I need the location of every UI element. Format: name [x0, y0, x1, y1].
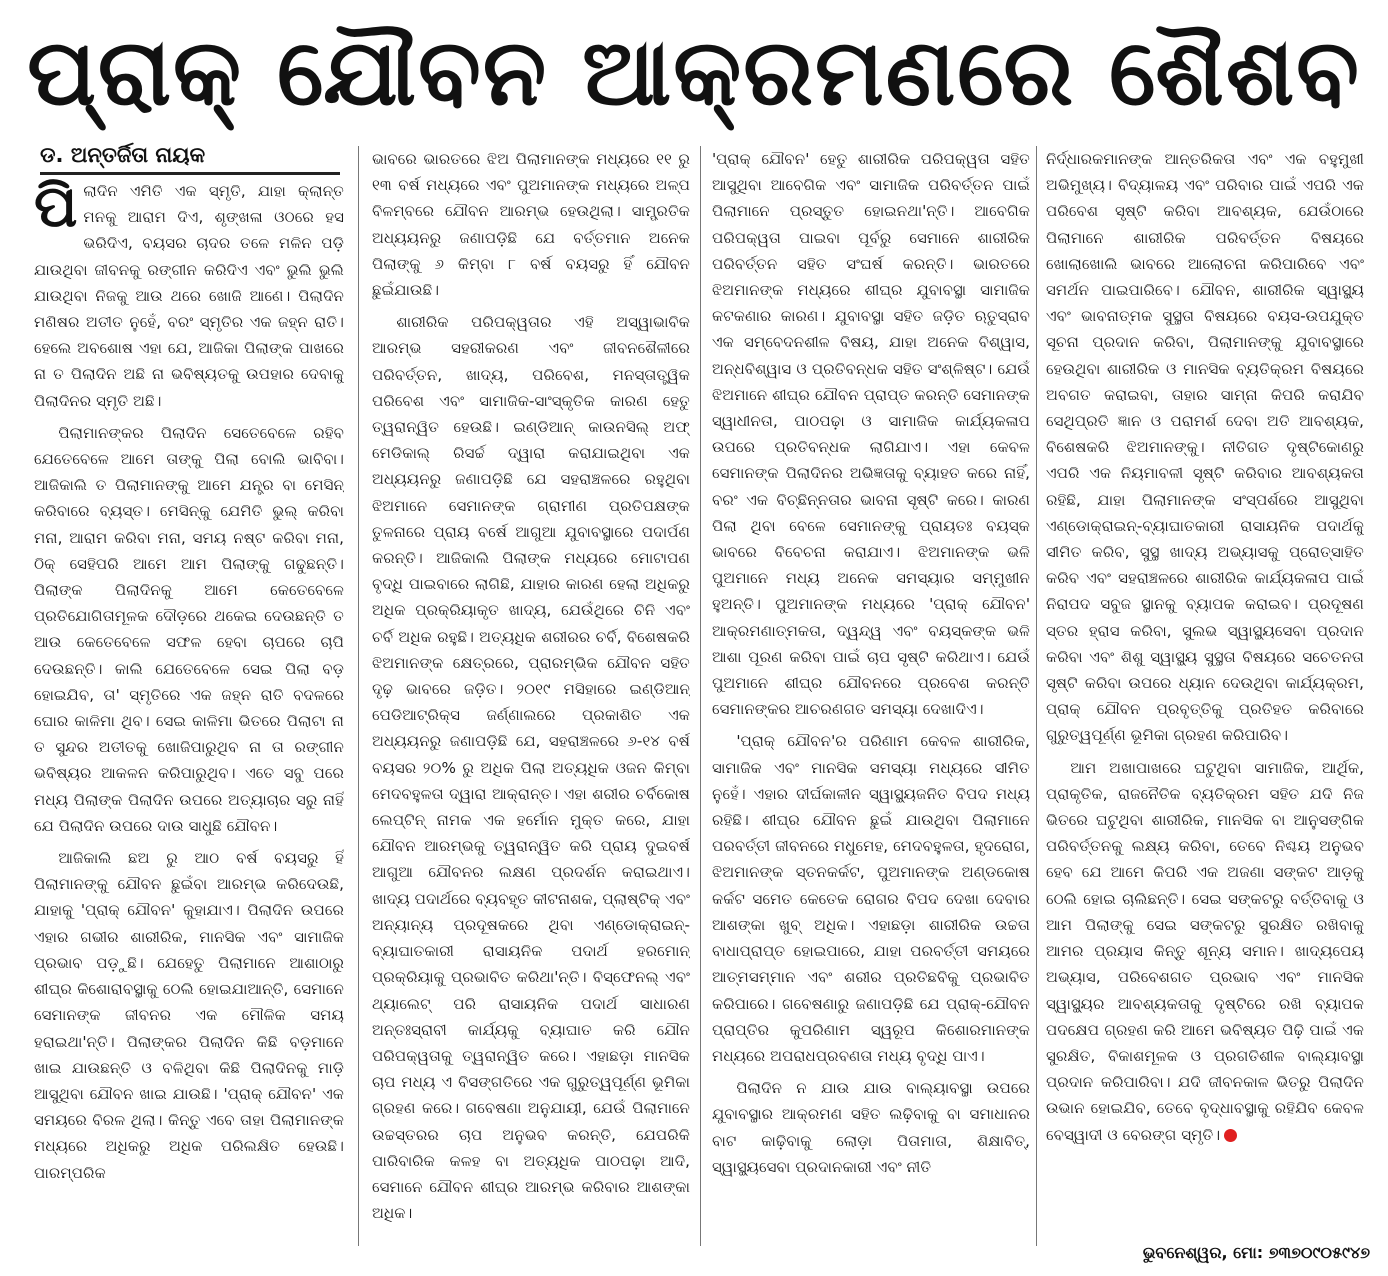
article-column-4	[1046, 146, 1364, 1238]
column-divider	[358, 146, 359, 1246]
end-mark-dot	[1224, 1129, 1237, 1142]
paragraph	[34, 178, 344, 414]
column-divider	[700, 146, 701, 1246]
paragraph: ଆଜିକାଲି ଛଅ ରୁ ଆଠ ବର୍ଷ ବୟସରୁ ହିଁ ପିଲାମାନଙ୍କୁ ଯୌବନ ଛୁଇଁବା ଆରମ୍ଭ କରିଦେଉଛି, ଯାହାକୁ 'ପ୍ରାକ୍ ଯୌବନ' କୁହାଯାଏ। ପିଲାଦିନ ଉପରେ ଏହାର ଗଭୀର ଶାରୀରିକ, ମାନସିକ ଏବଂ ସାମାଜିକ ପ୍ରଭାବ ପଡ଼ୁଛି। ଯେହେତୁ ପିଲାମାନେ ଆଶାଠାରୁ ଶୀଘ୍ର କିଶୋରାବସ୍ଥାକୁ ଠେଲି ହୋଇଯାଆନ୍ତି, ସେମାନେ ସେମାନଙ୍କ ଜୀବନର ଏକ ମୌଳିକ ସମୟ ହରାଇଥା'ନ୍ତି। ପିଲାଙ୍କର ପିଲାଦିନ କିଛି ବଡ଼ମାନେ ଖାଇ ଯାଉଛନ୍ତି ଓ ବଳିଥିବା କିଛି ପିଲାଦିନକୁ ମାଡ଼ି ଆସୁଥିବା ଯୌବନ ଖାଇ ଯାଉଛି। 'ପ୍ରାକ୍ ଯୌବନ' ଏକ ସମୟରେ ବିରଳ ଥିଲା। କିନ୍ତୁ ଏବେ ତାହା ପିଲାମାନଙ୍କ ମଧ୍ୟରେ ଅଧିକରୁ ଅଧିକ ପରିଲକ୍ଷିତ ହେଉଛି। ପାରମ୍ପରିକ	[34, 849, 344, 1182]
paragraph: ପିଲାଦିନ ନ ଯାଉ ଯାଉ ବାଲ୍ୟାବସ୍ଥା ଉପରେ ଯୁବାବସ୍ଥାର ଆକ୍ରମଣ ସହିତ ଲଢ଼ିବାକୁ ବା ସମାଧାନର ବାଟ କାଢ଼ିବାକୁ ଲୋଡ଼ା ପିତାମାତା, ଶିକ୍ଷାବିତ୍, ସ୍ୱାସ୍ଥ୍ୟସେବା ପ୍ରଦାନକାରୀ ଏବଂ ନୀତି	[712, 1079, 1030, 1176]
author-signoff: ଭୁବନେଶ୍ୱର, ମୋ: ୭୩୭୦୯୦୫୯୪୭	[1142, 1243, 1370, 1262]
paragraph: ପିଲାମାନଙ୍କର ପିଲାଦିନ ସେତେବେଳେ ରହିବ ଯେତେବେଳେ ଆମେ ତାଙ୍କୁ ପିଲା ବୋଲି ଭାବିବା। ଆଜିକାଲି ତ ପିଲାମାନଙ୍କୁ ଆମେ ଯନ୍ତ୍ର ବା ମେସିନ୍ କରିବାରେ ବ୍ୟସ୍ତ। ମେସିନ୍‌କୁ ଯେମିତି ଭୁଲ୍ କରିବା ମନା, ଆରାମ କରିବା ମନା, ସମୟ ନଷ୍ଟ କରିବା ମନା, ଠିକ୍ ସେହିପରି ଆମେ ଆମ ପିଲାଙ୍କୁ ଗଢୁଛନ୍ତି। ପିଲାଙ୍କ ପିଲାଦିନକୁ ଆମେ କେତେବେଳେ ପ୍ରତିଯୋଗିତାମୂଳକ ଦୌଡ଼ରେ ଥକେଇ ଦେଉଛନ୍ତି ତ ଆଉ କେତେବେଳେ ସଫଳ ହେବା ଚାପରେ ଚାପି ଦେଉଛନ୍ତି। କାଲି ଯେତେବେଳେ ସେଇ ପିଲା ବଡ଼ ହୋଇଯିବ, ତା' ସ୍ମୃତିରେ ଏକ ଜହ୍ନ ରାତି ବଦଳରେ ଘୋର କାଳିମା ଥିବ। ସେଇ କାଳିମା ଭିତରେ ପିଲାଟା ନା ତ ସୁନ୍ଦର ଅତୀତକୁ ଖୋଜିପାରୁଥିବ ନା ତା ରଙ୍ଗୀନ ଭବିଷ୍ୟର ଆକଳନ କରିପାରୁଥିବ। ଏତେ ସବୁ ପରେ ମଧ୍ୟ ପିଲାଙ୍କ ପିଲାଦିନ ଉପରେ ଅତ୍ୟାଚାର ସରୁ ନାହିଁ ଯେ ପିଲାଦିନ ଉପରେ ଦାଉ ସାଧୁଛି ଯୌବନ।	[34, 423, 344, 835]
drop-cap: ପି	[34, 178, 78, 240]
byline: ଡ. ଅନ୍ତର୍ଜିତା ନାୟକ	[40, 140, 340, 175]
paragraph: ଭାବରେ ଭାରତରେ ଝିଅ ପିଲାମାନଙ୍କ ମଧ୍ୟରେ ୧୧ ରୁ ୧୩ ବର୍ଷ ମଧ୍ୟରେ ଏବଂ ପୁଅମାନଙ୍କ ମଧ୍ୟରେ ଅଳ୍ପ ବିଳମ୍ବରେ ଯୌବନ ଆରମ୍ଭ ହେଉଥିଲା। ସାମ୍ପ୍ରତିକ ଅଧ୍ୟୟନରୁ ଜଣାପଡ଼ିଛି ଯେ ବର୍ତ୍ତମାନ ଅନେକ ପିଲାଙ୍କୁ ୬ କିମ୍ବା ୮ ବର୍ଷ ବୟସରୁ ହିଁ ଯୌବନ ଛୁଇଁଯାଉଛି।	[372, 150, 690, 300]
article-column-3	[712, 146, 1030, 1256]
paragraph	[1046, 755, 1364, 1148]
paragraph-text: ଆମ ଅଖାପାଖରେ ଘଟୁଥିବା ସାମାଜିକ, ଆର୍ଥିକ, ପ୍ରାକୃତିକ, ରାଜନୈତିକ ବ୍ୟତିକ୍ରମ ସହିତ ଯଦି ନିଜ ଭିତରେ ଘଟୁଥିବା ଶାରୀରିକ, ମାନସିକ ବା ଆନୁସଙ୍ଗିକ ପରିବର୍ତ୍ତନକୁ ଲକ୍ଷ୍ୟ କରିବା, ତେବେ ନିଶ୍ଚୟ ଅନୁଭବ ହେବ ଯେ ଆମେ କିପରି ଏକ ଅଜଣା ସଙ୍କଟ ଆଡ଼କୁ ଠେଲି ହୋଇ ଚାଲିଛନ୍ତି। ସେଇ ସଙ୍କଟରୁ ବର୍ତ୍ତିବାକୁ ଓ ଆମ ପିଲାଙ୍କୁ ସେଇ ସଙ୍କଟରୁ ସୁରକ୍ଷିତ ରଖିବାକୁ ଆମର ପ୍ରୟାସ କିନ୍ତୁ ଶୂନ୍ୟ ସମାନ। ଖାଦ୍ୟପେୟ ଅଭ୍ୟାସ, ପରିବେଶଗତ ପ୍ରଭାବ ଏବଂ ମାନସିକ ସ୍ୱାସ୍ଥ୍ୟର ଆବଶ୍ୟକତାକୁ ଦୃଷ୍ଟିରେ ରଖି ବ୍ୟାପକ ପଦକ୍ଷେପ ଗ୍ରହଣ କରି ଆମେ ଭବିଷ୍ୟତ ପିଢ଼ି ପାଇଁ ଏକ ସୁରକ୍ଷିତ, ବିକାଶମୂଳକ ଓ ପ୍ରଗତିଶୀଳ ବାଲ୍ୟାବସ୍ଥା ପ୍ରଦାନ କରିପାରିବା। ଯଦି ଜୀବନକାଳ ଭିତରୁ ପିଲାଦିନ ଉଭାନ ହୋଇଯିବ, ତେବେ ବୃଦ୍ଧାବସ୍ଥାକୁ ରହିଯିବ କେବଳ ବେସ୍ୱାଦୀ ଓ ବେରଙ୍ଗ ସ୍ମୃତି।	[1046, 758, 1364, 1144]
paragraph: ଶାରୀରିକ ପରିପକ୍ୱତାର ଏହି ଅସ୍ୱାଭାବିକ ଆରମ୍ଭ ସହରୀକରଣ ଏବଂ ଜୀବନଶୈଳୀରେ ପରିବର୍ତ୍ତନ, ଖାଦ୍ୟ, ପରିବେଶ, ମନସ୍ତାତ୍ତ୍ୱିକ ପରିବେଶ ଏବଂ ସାମାଜିକ-ସାଂସ୍କୃତିକ କାରଣ ହେତୁ ତ୍ୱରାନ୍ୱିତ ହେଉଛି। ଇଣ୍ଡିଆନ୍ କାଉନସିଲ୍ ଅଫ୍ ମେଡିକାଲ୍ ରିସର୍ଚ୍ଚ ଦ୍ୱାରା କରାଯାଇଥିବା ଏକ ଅଧ୍ୟୟନରୁ ଜଣାପଡ଼ିଛି ଯେ ସହରାଞ୍ଚଳରେ ରହୁଥିବା ଝିଅମାନେ ସେମାନଙ୍କ ଗ୍ରାମୀଣ ପ୍ରତିପକ୍ଷଙ୍କ ତୁଳନାରେ ପ୍ରାୟ ବର୍ଷେ ଆଗୁଆ ଯୁବାବସ୍ଥାରେ ପଦାର୍ପଣ କରନ୍ତି। ଆଜିକାଲି ପିଲାଙ୍କ ମଧ୍ୟରେ ମୋଟାପଣ ବୃଦ୍ଧି ପାଇବାରେ ଲାଗିଛି, ଯାହାର କାରଣ ହେଲା ଅଧିକରୁ ଅଧିକ ପ୍ରକ୍ରିୟାକୃତ ଖାଦ୍ୟ, ଯେଉଁଥିରେ ଚିନି ଏବଂ ଚର୍ବି ଅଧିକ ରହୁଛି। ଅତ୍ୟଧିକ ଶରୀରର ଚର୍ବି, ବିଶେଷକରି ଝିଅମାନଙ୍କ କ୍ଷେତ୍ରରେ, ପ୍ରାରମ୍ଭିକ ଯୌବନ ସହିତ ଦୃଢ଼ ଭାବରେ ଜଡ଼ିତ। ୨୦୧୯ ମସିହାରେ ଇଣ୍ଡିଆନ୍ ପେଡିଆଟ୍ରିକ୍ସ ଜର୍ଣ୍ଣାଲରେ ପ୍ରକାଶିତ ଏକ ଅଧ୍ୟୟନରୁ ଜଣାପଡ଼ିଛି ଯେ, ସହରାଞ୍ଚଳରେ ୬-୧୪ ବର୍ଷ ବୟସର ୨୦% ରୁ ଅଧିକ ପିଲା ଅତ୍ୟଧିକ ଓଜନ କିମ୍ବା ମେଦବହୁଳତା ଦ୍ୱାରା ଆକ୍ରାନ୍ତ। ଏହା ଶରୀର ଚର୍ବିକୋଷ ଲେପ୍ଟିନ୍ ନାମକ ଏକ ହର୍ମୋନ ମୁକ୍ତ କରେ, ଯାହା ଯୌବନ ଆରମ୍ଭକୁ ତ୍ୱରାନ୍ୱିତ କରି ପ୍ରାୟ ଦୁଇବର୍ଷ ଆଗୁଆ ଯୌବନର ଲକ୍ଷଣ ପ୍ରଦର୍ଶନ କରାଇଥାଏ। ଖାଦ୍ୟ ପଦାର୍ଥରେ ବ୍ୟବହୃତ କୀଟନାଶକ, ପ୍ଲାଷ୍ଟିକ୍ ଏବଂ ଅନ୍ୟାନ୍ୟ ପ୍ରଦୂଷକରେ ଥିବା ଏଣ୍ଡୋକ୍ରାଇନ୍-ବ୍ୟାଘାତକାରୀ ରାସାୟନିକ ପଦାର୍ଥ ହରମୋନ୍ ପ୍ରକ୍ରିୟାକୁ ପ୍ରଭାବିତ କରିଥା'ନ୍ତି। ବିସ୍ଫେନଲ୍ ଏବଂ ଥ୍ୟାଲେଟ୍ ପରି ରାସାୟନିକ ପଦାର୍ଥ ସାଧାରଣ ଅନ୍ତଃସ୍ରାବୀ କାର୍ଯ୍ୟକୁ ବ୍ୟାଘାତ କରି ଯୌନ ପରିପକ୍ୱତାକୁ ତ୍ୱରାନ୍ୱିତ କରେ। ଏହାଛଡ଼ା ମାନସିକ ଚାପ ମଧ୍ୟ ଏ ବିସଙ୍ଗତିରେ ଏକ ଗୁରୁତ୍ୱପୂର୍ଣ୍ଣ ଭୂମିକା ଗ୍ରହଣ କରେ। ଗବେଷଣା ଅନୁଯାୟୀ, ଯେଉଁ ପିଲାମାନେ ଉଚ୍ଚସ୍ତରର ଚାପ ଅନୁଭବ କରନ୍ତି, ଯେପରିକି ପାରିବାରିକ କଳହ ବା ଅତ୍ୟଧିକ ପାଠପଢ଼ା ଆଦି, ସେମାନେ ଯୌବନ ଶୀଘ୍ର ଆରମ୍ଭ କରିବାର ଆଶଙ୍କା ଅଧିକ।	[372, 313, 690, 1223]
headline: ପ୍ରାକ୍ ଯୌବନ ଆକ୍ରମଣରେ ଶୈଶବ	[27, 19, 1361, 126]
paragraph: ନିର୍ଦ୍ଧାରକମାନଙ୍କ ଆନ୍ତରିକତା ଏବଂ ଏକ ବହୁମୁଖୀ ଅଭିମୁଖ୍ୟ। ବିଦ୍ୟାଳୟ ଏବଂ ପରିବାର ପାଇଁ ଏପରି ଏକ ପରିବେଶ ସୃଷ୍ଟି କରିବା ଆବଶ୍ୟକ, ଯେଉଁଠାରେ ପିଲାମାନେ ଶାରୀରିକ ପରିବର୍ତ୍ତନ ବିଷୟରେ ଖୋଲାଖୋଲି ଭାବରେ ଆଲୋଚନା କରିପାରିବେ ଏବଂ ସମର୍ଥନ ପାଇପାରିବେ। ଯୌବନ, ଶାରୀରିକ ସ୍ୱାସ୍ଥ୍ୟ ଏବଂ ଭାବନାତ୍ମକ ସୁସ୍ଥତା ବିଷୟରେ ବୟସ-ଉପଯୁକ୍ତ ସୂଚନା ପ୍ରଦାନ କରିବା, ପିଲାମାନଙ୍କୁ ଯୁବାବସ୍ଥାରେ ହେଉଥିବା ଶାରୀରିକ ଓ ମାନସିକ ବ୍ୟତିକ୍ରମ ବିଷୟରେ ଅବଗତ କରାଇବା, ତାହାର ସାମ୍ନା କିପରି କରାଯିବ ସେଥିପ୍ରତି ଜ୍ଞାନ ଓ ପରାମର୍ଶ ଦେବା ଅତି ଆବଶ୍ୟକ, ବିଶେଷକରି ଝିଅମାନଙ୍କୁ। ନୀତିଗତ ଦୃଷ୍ଟିକୋଣରୁ ଏପରି ଏକ ନିୟମାବଳୀ ସୃଷ୍ଟି କରିବାର ଆବଶ୍ୟକତା ରହିଛି, ଯାହା ପିଲାମାନଙ୍କ ସଂସ୍ପର୍ଶରେ ଆସୁଥିବା ଏଣ୍ଡୋକ୍ରାଇନ୍-ବ୍ୟାଘାତକାରୀ ରାସାୟନିକ ପଦାର୍ଥକୁ ସୀମିତ କରିବ, ସୁସ୍ଥ ଖାଦ୍ୟ ଅଭ୍ୟାସକୁ ପ୍ରୋତ୍ସାହିତ କରିବ ଏବଂ ସହରାଞ୍ଚଳରେ ଶାରୀରିକ କାର୍ଯ୍ୟକଳାପ ପାଇଁ ନିରାପଦ ସବୁଜ ସ୍ଥାନକୁ ବ୍ୟାପକ କରାଇବ। ପ୍ରଦୂଷଣ ସ୍ତର ହ୍ରାସ କରିବା, ସୁଲଭ ସ୍ୱାସ୍ଥ୍ୟସେବା ପ୍ରଦାନ କରିବା ଏବଂ ଶିଶୁ ସ୍ୱାସ୍ଥ୍ୟ ସୁସ୍ଥତା ବିଷୟରେ ସଚେତନତା ସୃଷ୍ଟି କରିବା ଉପରେ ଧ୍ୟାନ ଦେଉଥିବା କାର୍ଯ୍ୟକ୍ରମ, ପ୍ରାକ୍ ଯୌବନ ପ୍ରବୃତ୍ତିକୁ ପ୍ରତିହତ କରିବାରେ ଗୁରୁତ୍ୱପୂର୍ଣ୍ଣ ଭୂମିକା ଗ୍ରହଣ କରିପାରିବ।	[1046, 150, 1364, 745]
paragraph: 'ପ୍ରାକ୍ ଯୌବନ' ହେତୁ ଶାରୀରିକ ପରିପକ୍ୱତା ସହିତ ଆସୁଥିବା ଆବେଗିକ ଏବଂ ସାମାଜିକ ପରିବର୍ତ୍ତନ ପାଇଁ ପିଲାମାନେ ପ୍ରସ୍ତୁତ ହୋଇନଥା'ନ୍ତି। ଆବେଗିକ ପରିପକ୍ୱତା ପାଇବା ପୂର୍ବରୁ ସେମାନେ ଶାରୀରିକ ପରିବର୍ତ୍ତନ ସହିତ ସଂଘର୍ଷ କରନ୍ତି। ଭାରତରେ ଝିଅମାନଙ୍କ ମଧ୍ୟରେ ଶୀଘ୍ର ଯୁବାବସ୍ଥା ସାମାଜିକ କଟକଣାର କାରଣ। ଯୁବାବସ୍ଥା ସହିତ ଜଡ଼ିତ ଋତୁସ୍ରାବ ଏକ ସମ୍ବେଦନଶୀଳ ବିଷୟ, ଯାହା ଅନେକ ବିଶ୍ୱାସ, ଅନ୍ଧବିଶ୍ୱାସ ଓ ପ୍ରତିବନ୍ଧକ ସହିତ ସଂଶ୍ଳିଷ୍ଟ। ଯେଉଁ ଝିଅମାନେ ଶୀଘ୍ର ଯୌବନ ପ୍ରାପ୍ତ କରନ୍ତି ସେମାନଙ୍କ ସ୍ୱାଧୀନତା, ପାଠପଢ଼ା ଓ ସାମାଜିକ କାର୍ଯ୍ୟକଳାପ ଉପରେ ପ୍ରତିବନ୍ଧକ ଲାଗିଯାଏ। ଏହା କେବଳ ସେମାନଙ୍କ ପିଲାଦିନର ଅଭିଜ୍ଞତାକୁ ବ୍ୟାହତ କରେ ନାହିଁ, ବରଂ ଏକ ବିଚ୍ଛିନ୍ନତାର ଭାବନା ସୃଷ୍ଟି କରେ। କାରଣ ପିଲା ଥିବା ବେଳେ ସେମାନଙ୍କୁ ପ୍ରାୟତଃ ବୟସ୍କ ଭାବରେ ବିବେଚନା କରାଯାଏ। ଝିଅମାନଙ୍କ ଭଳି ପୁଅମାନେ ମଧ୍ୟ ଅନେକ ସମସ୍ୟାର ସମ୍ମୁଖୀନ ହୁଅନ୍ତି। ପୁଅମାନଙ୍କ ମଧ୍ୟରେ 'ପ୍ରାକ୍ ଯୌବନ' ଆକ୍ରମଣାତ୍ମକତା, ଦ୍ୱନ୍ଦ୍ୱ ଏବଂ ବୟସ୍କଙ୍କ ଭଳି ଆଶା ପୂରଣ କରିବା ପାଇଁ ଚାପ ସୃଷ୍ଟି କରିଥାଏ। ଯେଉଁ ପୁଅମାନେ ଶୀଘ୍ର ଯୌବନରେ ପ୍ରବେଶ କରନ୍ତି ସେମାନଙ୍କର ଆଚରଣଗତ ସମସ୍ୟା ଦେଖାଦିଏ।	[712, 150, 1030, 719]
paragraph-text: ଲାଦିନ ଏମିତି ଏକ ସ୍ମୃତି, ଯାହା କ୍ଲାନ୍ତ ମନକୁ ଆରାମ ଦିଏ, ଶୃଙ୍ଖଳା ଓଠରେ ହସ ଭରିଦିଏ, ବୟସର ଚାଦର ତଳେ ମଳିନ ପଡ଼ି ଯାଉଥିବା ଜୀବନକୁ ରଙ୍ଗୀନ କରିଦିଏ ଏବଂ ଭୁଲି ଭୁଲି ଯାଉଥିବା ନିଜକୁ ଆଉ ଥରେ ଖୋଜି ଆଣେ। ପିଲାଦିନ ମଣିଷର ଅତୀତ ନୁହେଁ, ବରଂ ସ୍ମୃତିର ଏକ ଜହ୍ନ ରାତି। ହେଲେ ଅବଶୋଷ ଏହା ଯେ, ଆଜିକା ପିଲାଙ୍କ ପାଖରେ ନା ତ ପିଲାଦିନ ଅଛି ନା ଭବିଷ୍ୟତକୁ ଉପହାର ଦେବାକୁ ପିଲାଦିନର ସ୍ମୃତି ଅଛି।	[34, 182, 344, 410]
article-column-2	[372, 146, 690, 1238]
column-divider	[1036, 146, 1037, 1246]
article-column-1	[34, 178, 344, 1238]
paragraph: 'ପ୍ରାକ୍ ଯୌବନ'ର ପରିଣାମ କେବଳ ଶାରୀରିକ, ସାମାଜିକ ଏବଂ ମାନସିକ ସମସ୍ୟା ମଧ୍ୟରେ ସୀମିତ ନୁହେଁ। ଏହାର ଦୀର୍ଘକାଳୀନ ସ୍ୱାସ୍ଥ୍ୟଜନିତ ବିପଦ ମଧ୍ୟ ରହିଛି। ଶୀଘ୍ର ଯୌବନ ଛୁଇଁ ଯାଉଥିବା ପିଲାମାନେ ପରବର୍ତ୍ତୀ ଜୀବନରେ ମଧୁମେହ, ମେଦବହୁଳତା, ହୃଦରୋଗ, ଝିଅମାନଙ୍କ ସ୍ତନକର୍କଟ, ପୁଅମାନଙ୍କ ଅଣ୍ଡକୋଷ କର୍କଟ ସମେତ କେତେକ ରୋଗର ବିପଦ ଦେଖା ଦେବାର ଆଶଙ୍କା ଖୁବ୍ ଅଧିକ। ଏହାଛଡ଼ା ଶାରୀରିକ ଉଚ୍ଚତା ବାଧାପ୍ରାପ୍ତ ହୋଇପାରେ, ଯାହା ପରବର୍ତ୍ତୀ ସମୟରେ ଆତ୍ମସମ୍ମାନ ଏବଂ ଶରୀର ପ୍ରତିଛବିକୁ ପ୍ରଭାବିତ କରିପାରେ। ଗବେଷଣାରୁ ଜଣାପଡ଼ିଛି ଯେ ପ୍ରାକ୍-ଯୌବନ ପ୍ରାପ୍ତିର କୁପରିଣାମ ସ୍ୱରୂପ କିଶୋରମାନଙ୍କ ମଧ୍ୟରେ ଅପରାଧପ୍ରବଣତା ମଧ୍ୟ ବୃଦ୍ଧି ପାଏ।	[712, 732, 1030, 1065]
